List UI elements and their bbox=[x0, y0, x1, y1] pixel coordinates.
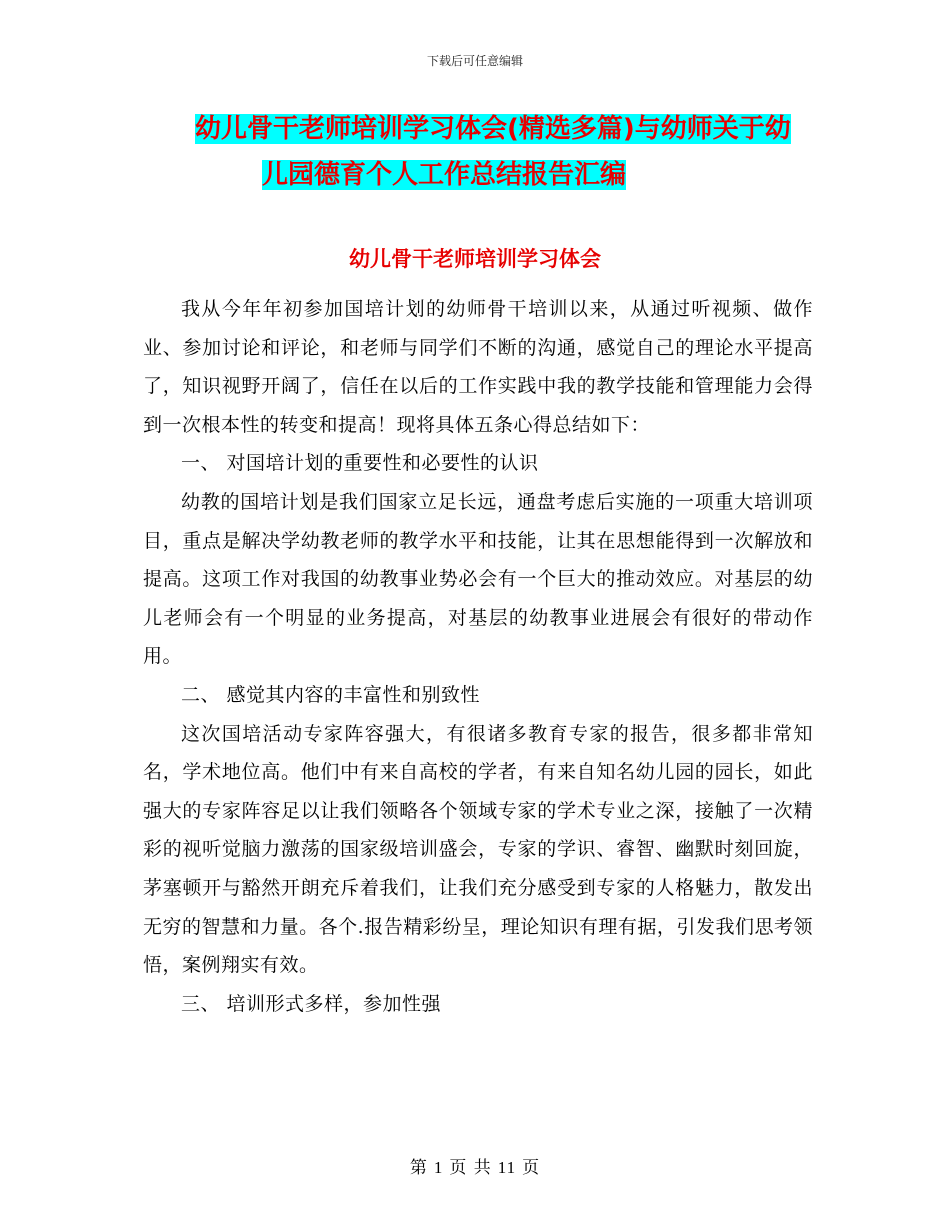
section-title: 幼儿骨干老师培训学习体会 bbox=[349, 247, 601, 271]
footer-middle: 页 共 bbox=[449, 1158, 492, 1178]
heading-point-3: 三、 培训形式多样，参加性强 bbox=[181, 992, 442, 1015]
page-footer bbox=[0, 1153, 950, 1178]
footer-suffix: 页 bbox=[522, 1158, 541, 1178]
paragraph-intro: 我从今年年初参加国培计划的幼师骨干培训以来，从通过听视频、做作业、参加讨论和评论，和老师与同学们不断的沟通，感觉自己的理论水平提高了，知识视野开阔了，信任在以后的工作实践中我的教学技能和管理能力会得到一次根本性的转变和提高！现将具体五条心得总结如下： bbox=[143, 298, 813, 436]
paragraph-point-1: 幼教的国培计划是我们国家立足长远，通盘考虑后实施的一项重大培训项目，重点是解决学幼教老师的教学水平和技能，让其在思想能得到一次解放和提高。这项工作对我国的幼教事业势必会有一个巨大的推动效应。对基层的幼儿老师会有一个明显的业务提高，对基层的幼教事业进展会有很好的带动作用。 bbox=[143, 490, 813, 668]
document-title-line-1: 幼儿骨干老师培训学习体会(精选多篇)与幼师关于幼 bbox=[195, 114, 791, 144]
footer-page-number: 1 bbox=[433, 1158, 444, 1177]
footer-total-pages: 11 bbox=[497, 1158, 517, 1177]
header-note: 下载后可任意编辑 bbox=[426, 54, 523, 68]
document-body bbox=[143, 290, 813, 1023]
heading-point-1: 一、 对国培计划的重要性和必要性的认识 bbox=[181, 452, 539, 475]
document-title-line-2: 儿园德育个人工作总结报告汇编 bbox=[262, 160, 627, 190]
paragraph-point-2: 这次国培活动专家阵容强大，有很诸多教育专家的报告，很多都非常知名，学术地位高。他们中有来自高校的学者，有来自知名幼儿园的园长，如此强大的专家阵容足以让我们领略各个领域专家的学术专业之深，接触了一次精彩的视听觉脑力激荡的国家级培训盛会，专家的学识、睿智、幽默时刻回旋，茅塞顿开与豁然开朗充斥着我们，让我们充分感受到专家的人格魅力，散发出无穷的智慧和力量。各个.报告精彩纷呈，理论知识有理有据，引发我们思考领悟，案例翔实有效。 bbox=[143, 722, 813, 977]
heading-point-2: 二、 感觉其内容的丰富性和别致性 bbox=[181, 683, 481, 706]
document-title bbox=[150, 106, 830, 198]
footer-prefix: 第 bbox=[409, 1158, 428, 1178]
